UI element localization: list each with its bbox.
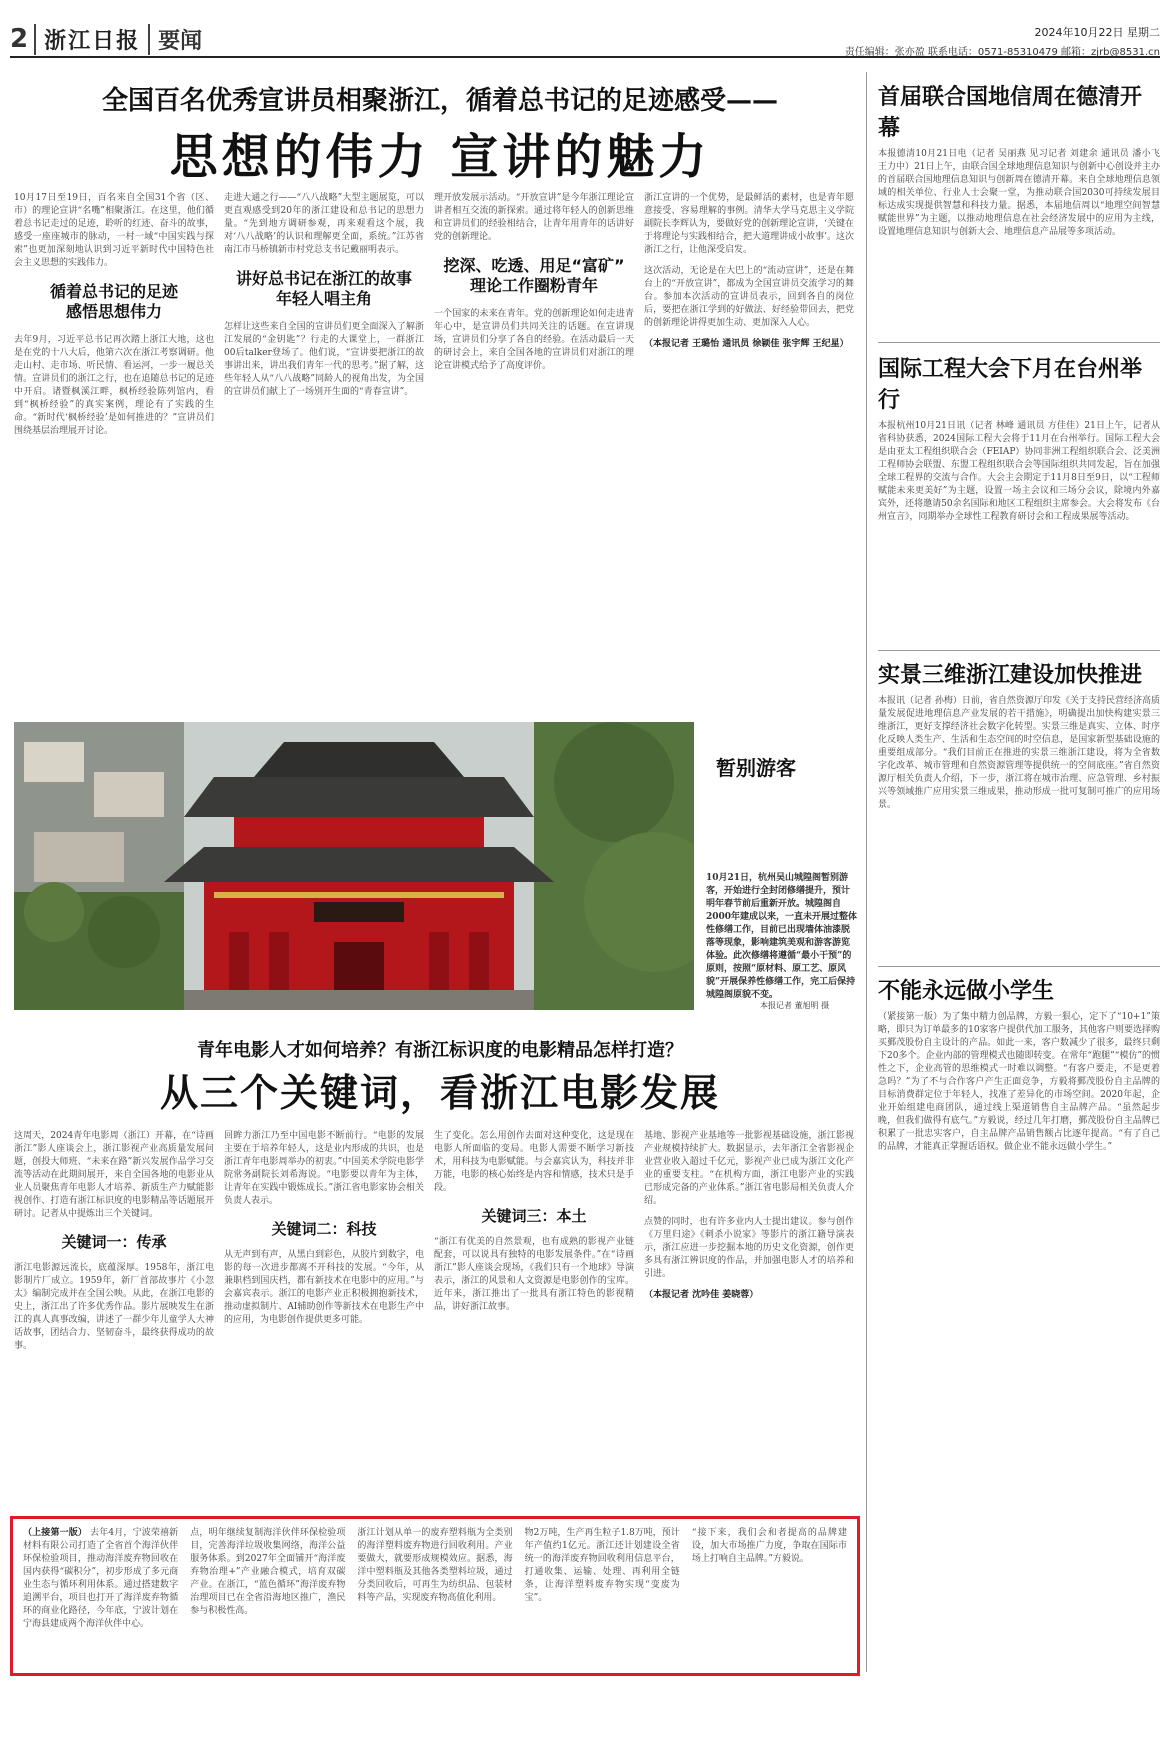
photo-credit: 本报记者 董旭明 摄 bbox=[760, 1001, 830, 1010]
side-story-1-text: 本报德清10月21日电（记者 吴丽燕 见习记者 刘建余 通讯员 潘小飞 王力中）21日上午，由联合国全球地理信息知识与创新中心创设并主办的首届联合国地理信息知识与创新周在德清开幕。来自全球地理信息领域的相关单位、行业人士会聚一堂，为推动联合国2030可持续发展目标达成实现提供智慧和科技力量。据悉，本届地信周以“地理空间智慧赋能世界”为主题，以推动地理信息在社会经济发展中的应用为主线，设置地理信息知识与创新大会、地理信息产品展等多项活动。 bbox=[878, 149, 1160, 237]
lead-byline: （本报记者 王璐怡 通讯员 徐颖佳 张宇辉 王纪星） bbox=[644, 339, 849, 349]
lead-paragraph: 这次活动，无论是在大巴上的“流动宣讲”，还是在舞台上的“开放宣讲”，都成为全国宣讲员交流学习的舞台。参加本次活动的宣讲员表示，回到各自的岗位后，要把在浙江学到的好做法、好经验带回去，把党的创新理论讲得更加生动、更加深入人心。 bbox=[644, 266, 854, 328]
lead-column-1 bbox=[14, 192, 214, 712]
side-story-4-text: （紧接第一版）为了集中精力创品牌，方毅一狠心，定下了“10+1”策略，即只为订单最多的10家客户提供代加工服务，其他客户则要选择购买鄞茂股份自主设计的产品。如此一来，客户数减少了很多，最终只剩下20多个。企业内部的管理模式也随即转变。在常年“跑腿”“模仿”的惯性之下，企业高管的思维模式一时难以调整。“有客户要走，不是更着急吗？”为了不与合作客户产生正面竞争，方毅将鄞茂股份自主品牌的目标消费群定位于年轻人，找准了差异化的市场空间。2020年起，企业开始组建电商团队，通过线上渠道销售自主品牌产品。“虽然起步晚，但我们做得有底气。”方毅说，经过几年打磨，鄞茂股份自主品牌已积累了一批忠实客户，自主品牌产品销售额占比逐年提高。“有了自己的品牌，才能真正掌握话语权。做企业不能永远做小学生。” bbox=[878, 1012, 1160, 1152]
keyword-1-head: 关键词一：传承 bbox=[61, 1233, 167, 1251]
temple-illustration bbox=[14, 722, 694, 1010]
masthead-left bbox=[10, 22, 202, 56]
film-column-2 bbox=[224, 1130, 424, 1506]
lead-subhead-2: 讲好总书记在浙江的故事 年轻人唱主角 bbox=[235, 269, 412, 308]
film-column-4 bbox=[644, 1130, 854, 1506]
lead-column-4 bbox=[644, 192, 854, 712]
film-column-3 bbox=[434, 1130, 634, 1506]
side-story-4 bbox=[878, 974, 1160, 1674]
film-paragraph: 这周天，2024青年电影周（浙江）开幕，在“诗画浙江”影人座谈会上，浙江影视产业高质量发展问题，创投大师班、“未来在路”新兴发展作品学习交流等活动在此期间展开，来自全国各地的电影业从业人员聚焦青年电影人才培养、新质生产力赋能影视创作、打造有浙江标识度的电影精品等话题展开研讨。记者从中提炼出三个关键词。 bbox=[14, 1131, 214, 1219]
lead-paragraph: 去年9月，习近平总书记再次踏上浙江大地，这也是在党的十八大后，他第六次在浙江考察调研。他走山村、走市场、听民情、看运河，一步一履总关情。宣讲员们的浙江之行，也在追随总书记的足迹中开启。诸暨枫溪江畔，枫桥经验陈列馆内，看到“枫桥经验”的真实案例，理论有了实践的生命。“新时代‘枫桥经验’是如何推进的？”宣讲员们围绕基层治理展开讨论。 bbox=[14, 335, 214, 436]
continuation-column-1 bbox=[23, 1527, 178, 1665]
film-paragraph: 基地、影视产业基地等一批影视基础设施，浙江影视产业规模持续扩大。数据显示，去年浙江全省影视企业营业收入超过千亿元，影视产业已成为浙江文化产业的重要支柱。“在机构方面，浙江电影产业的实践已形成完备的产业体系。”浙江省电影局相关负责人介绍。 bbox=[644, 1131, 854, 1206]
editor-info: 责任编辑：张亦盈 联系电话：0571-85310479 邮箱：zjrb@8531.cn bbox=[844, 47, 1160, 58]
lead-paragraph: 10月17日至19日，百名来自全国31个省（区、市）的理论宣讲“名嘴”相聚浙江。在这里，他们循着总书记走过的足迹，聆听的红迹、奋斗的故事，感受一座座城市的脉动，一村一域“中国实践与探索”也更加深刻地认识到习近平新时代中国特色社会主义思想的实践伟力。 bbox=[14, 193, 214, 268]
lead-kicker: 全国百名优秀宣讲员相聚浙江，循着总书记的足迹感受—— bbox=[101, 86, 778, 116]
keyword-3-head: 关键词三：本土 bbox=[481, 1207, 587, 1225]
lead-subhead-1: 循着总书记的足迹 感悟思想伟力 bbox=[49, 282, 178, 321]
lead-paragraph: 浙江宣讲的一个优势，是最鲜活的素材，也是青年愿意接受、容易理解的事例。清华大学马克思主义学院副院长李辉认为，要做好党的创新理论宣讲，‘关键在于将理论与实践相结合，把大道理讲成小故事’。这次浙江之行，让他深受启发。 bbox=[644, 193, 854, 255]
lead-column-2 bbox=[224, 192, 424, 712]
lead-paragraph: 理开放发展示活动。“开放宣讲”是今年浙江理论宣讲者相互交流的新探索。通过将年轻人的创新思维和宣讲员们的经验相结合，让青年用青年的话讲好党的创新理论。 bbox=[434, 193, 634, 242]
news-photo-temple bbox=[14, 722, 694, 1010]
film-headline: 从三个关键词，看浙江电影发展 bbox=[159, 1071, 720, 1115]
lead-paragraph: 一个国家的未来在青年。党的创新理论如何走进青年心中，是宣讲员们共同关注的话题。在宣讲现场，宣讲员们分享了各自的经验。在活动最后一天的研讨会上，来自全国各地的宣讲员们对浙江的理论宣讲模式给予了高度评价。 bbox=[434, 309, 634, 371]
lead-column-3 bbox=[434, 192, 634, 712]
film-paragraph: 从无声到有声，从黑白到彩色，从胶片到数字，电影的每一次进步都离不开科技的发展。“今年，从兼职档到国庆档，都有新技术在电影中的应用。”与会嘉宾表示。浙江的电影产业正积极拥抱新技术，推动虚拟制片、AI辅助创作等新技术在电影生产中的应用，为电影创作提供更多可能。 bbox=[224, 1250, 424, 1325]
lead-paragraph: 走进大通之行——“八八战略”大型主题展览，可以更直观感受到20年的浙江建设和总书记的思想力量。“先到地方调研参观，再来观看这个展，我对‘八八战略’的认识和理解更全面，系统。”江苏省南江市马桥镇新市村党总支书记戴丽明表示。 bbox=[224, 193, 424, 255]
lead-paragraph: 怎样让这些来自全国的宣讲员们更全面深入了解浙江发展的“金钥匙”？行走的大课堂上，一群浙江00后talker登场了。他们说，“宣讲要把浙江的故事讲出来，讲出我们青年一代的思考。”据了解，这些年轻人从“八八战略”同龄人的视角出发，为全国的宣讲员们献上了一场别开生面的“青春宣讲”。 bbox=[224, 322, 424, 397]
issue-date: 2024年10月22日 星期二 bbox=[1034, 26, 1160, 39]
lead-headline: 思想的伟力 宣讲的魅力 bbox=[169, 129, 711, 185]
side-separator bbox=[878, 650, 1160, 651]
film-paragraph: 浙江电影源远流长，底蕴深厚。1958年，浙江电影制片厂成立。1959年，新厂首部故事片《小忽太》编制完成并在全国公映。从此，在浙江电影的史上，浙江出了许多优秀作品。影片展映发生在浙江的真人真事改编，讲述了一群少年儿童学人大神话故事，团结合力、坚韧奋斗，最终获得成功的故事。 bbox=[14, 1263, 214, 1351]
film-paragraph: 回眸力浙江乃至中国电影不断前行。“电影的发展主要在于培养年轻人，这是业内形成的共识，也是浙江青年电影周举办的初衷。”中国美术学院电影学院常务副院长刘希海说。“电影要以青年为主体，让青年在实践中锻炼成长。”浙江省电影家协会相关负责人表示。 bbox=[224, 1131, 424, 1206]
side-separator bbox=[878, 966, 1160, 967]
continuation-columns bbox=[23, 1527, 847, 1665]
keyword-2-head: 关键词二：科技 bbox=[271, 1220, 377, 1238]
continuation-column-2: 点，明年继续复制海洋伙伴环保检验项目，完善海洋垃圾收集网络，海洋公益服务体系。到2027年全面铺开“海洋废弃物治理+”产业融合模式，培育双碳产业。在浙江，“蓝色循环”海洋废弃物治理项目已在全省沿海地区推广，渔民参与积极性高。 bbox=[190, 1528, 346, 1616]
continuation-column-3: 浙江计划从单一的废弃塑料瓶为全类别的海洋塑料废弃物进行回收利用。产业要做大，就要形成规模效应。据悉，海洋中塑料瓶及其他各类塑料垃圾，通过分类回收后，可再生为纺织品、包装材料等产品，实现废弃物高值化利用。 bbox=[357, 1528, 513, 1603]
side-story-2-text: 本报杭州10月21日讯（记者 林峰 通讯员 方佳佳）21日上午，记者从省科协获悉，2024国际工程大会将于11月在台州举行。国际工程大会是由亚太工程组织联合会（FEIAP）协同非洲工程组织联合会、泛美洲工程师协会联盟、东盟工程组织联合会等国际组织共同发起，旨在加强全球工程界的交流与合作。大会主会期定于11月8日至9日，以“工程师赋能未来更美好”为主题，设置一场主会议和三场分会议，除境内外嘉宾外，还将邀请50余名国际和地区工程组织主席参会。大会将发布《台州宣言》，同期举办全球性工程教育研讨会和工程成果展等活动。 bbox=[878, 421, 1160, 522]
side-story-4-title: 不能永远做小学生 bbox=[878, 979, 1055, 1004]
masthead-right bbox=[845, 24, 1160, 58]
side-story-3-text: 本报讯（记者 孙梅）日前，省自然资源厅印发《关于支持民营经济高质量发展促进地理信息产业发展的若干措施》，明确提出加快构建实景三维浙江，更好支撑经济社会数字化转型。实景三维是真实、立体、时序化反映人类生产、生活和生态空间的时空信息，是国家新型基础设施的重要组成部分。“我们目前正在推进的实景三维浙江建设，将为全省数字化改革、城市管理和自然资源管理等提供统一的空间底座。”省自然资源厅相关负责人介绍，下一步，浙江将在城市治理、应急管理、乡村振兴等领域推广应用实景三维成果，推动形成一批可复制可推广的应用场景。 bbox=[878, 696, 1160, 810]
side-story-1 bbox=[878, 80, 1160, 330]
side-story-3 bbox=[878, 658, 1160, 958]
photo-caption-title: 暂别游客 bbox=[716, 756, 796, 780]
side-story-3-title: 实景三维浙江建设加快推进 bbox=[878, 663, 1143, 688]
page-number: 2 bbox=[10, 24, 29, 54]
side-story-2 bbox=[878, 352, 1160, 642]
highlighted-continuation-box bbox=[10, 1516, 860, 1676]
side-separator bbox=[878, 342, 1160, 343]
film-paragraph: “浙江有优美的自然景观，也有成熟的影视产业链配套，可以说具有独特的电影发展条件。”在“诗画浙江”影人座谈会现场，《我们只有一个地球》导演表示，浙江的风景和人文资源是电影创作的宝库。近年来，浙江推出了一批具有浙江特色的影视精品，讲好浙江故事。 bbox=[434, 1237, 634, 1312]
side-story-2-title: 国际工程大会下月在台州举行 bbox=[878, 357, 1143, 413]
film-column-1 bbox=[14, 1130, 214, 1506]
continuation-column-5: “接下来，我们会和者提高的品牌建设，加大市场推广力度，争取在国际市场上打响自主品牌。”方毅说。 bbox=[691, 1528, 848, 1564]
photo-caption-text: 10月21日，杭州吴山城隍阁暂别游客，开始进行全封闭修缮提升，预计明年春节前后重新开放。城隍阁自2000年建成以来，一直未开展过整体性修缮工作，目前已出现墙体油漆脱落等现象，影响建筑美观和游客游览体验。此次修缮将遵循“最小干预”的原则，按照“原材料、原工艺、原风貌”开展保养性修缮工作，完工后保持城隍阁原貌不变。 bbox=[706, 873, 858, 1000]
film-kicker: 青年电影人才如何培养？有浙江标识度的电影精品怎样打造？ bbox=[197, 1040, 683, 1061]
column-divider bbox=[866, 72, 867, 1672]
film-paragraph: 点赞的同时，也有许多业内人士提出建议。参与创作《万里归途》《刺杀小说家》等影片的浙江籍导演表示，浙江应进一步挖掘本地的历史文化资源，创作更多具有浙江辨识度的作品，并加强电影人才的培养和引进。 bbox=[644, 1217, 854, 1279]
continuation-column-4: 物2万吨，生产再生粒子1.8万吨，预计年产值约1亿元。浙江还计划建设全省统一的海洋废弃物回收利用信息平台，打通收集、运输、处理、再利用全链条，让海洋塑料废弃物实现“变废为宝”。 bbox=[524, 1528, 680, 1603]
newspaper-logo: 浙江日报 bbox=[34, 24, 148, 55]
continuation-label: （上接第一版） bbox=[23, 1528, 88, 1538]
side-story-1-title: 首届联合国地信周在德清开幕 bbox=[878, 85, 1143, 141]
masthead bbox=[10, 22, 1160, 58]
film-byline: （本报记者 沈吟佳 姜晓蓉） bbox=[644, 1290, 759, 1300]
film-paragraph: 生了变化。怎么用创作去面对这种变化，这是现在电影人所面临的变局。电影人需要不断学习新技术，用科技为电影赋能。与会嘉宾认为，科技并非万能，电影的核心始终是内容和情感，技术只是手段。 bbox=[434, 1131, 634, 1193]
section-name: 要闻 bbox=[148, 24, 202, 55]
lead-subhead-3: 挖深、吃透、用足“富矿” 理论工作圈粉青年 bbox=[443, 256, 625, 295]
continuation-text: 去年4月，宁波荣禧新材料有限公司打造了全省首个海洋伙伴环保检验项目，推动海洋废弃物回收在国内获得“碳积分”，初步形成了多元商业生态与循环利用体系。通过搭建数字追溯平台，项目也打开了海洋废弃物循环的商业化路径，今年底，宁波计划在宁海县建成两个海洋伙伴中心。 bbox=[23, 1528, 179, 1629]
